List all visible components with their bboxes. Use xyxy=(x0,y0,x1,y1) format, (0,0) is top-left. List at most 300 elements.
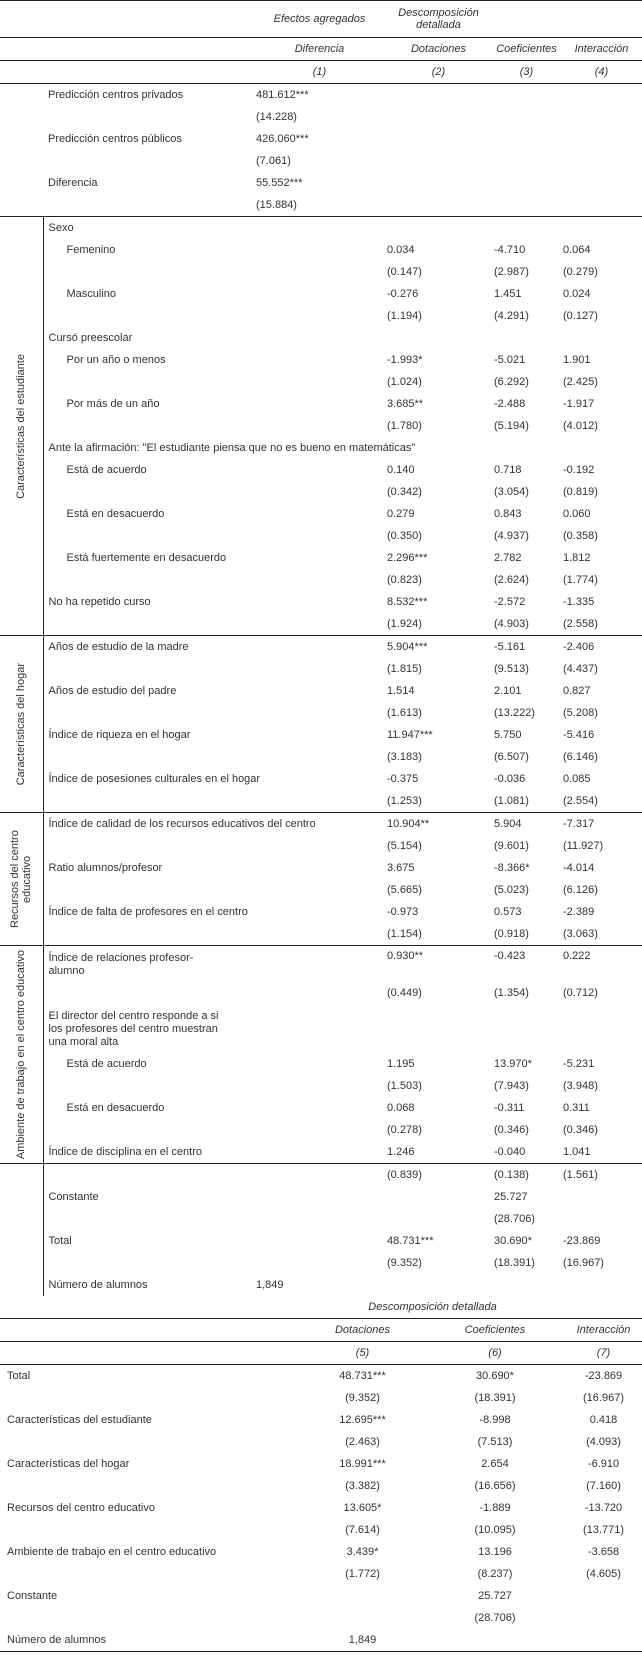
table-row xyxy=(0,1629,642,1652)
header-row-columns xyxy=(0,38,642,61)
cell-col-2 xyxy=(385,172,492,194)
cell-col-4 xyxy=(561,327,642,349)
cell-col-2: 11.947*** xyxy=(387,729,433,741)
cell-col-1 xyxy=(254,1252,385,1274)
cell-col-3: -2.572 xyxy=(494,596,526,608)
row-label xyxy=(43,746,254,768)
table-row-std-error xyxy=(0,1252,642,1274)
cell-col-2: 48.731*** xyxy=(387,1235,434,1247)
table-row-std-error xyxy=(0,1431,642,1453)
cell-col-3: 30.690* xyxy=(494,1235,532,1247)
row-label: Características del estudiante xyxy=(7,1414,152,1426)
cell-col-2: (1.613) xyxy=(387,707,422,719)
table-row-std-error xyxy=(0,481,642,503)
table-row-std-error xyxy=(0,106,642,128)
cell-col-4: (0.127) xyxy=(563,310,598,322)
cell-col-2: -0.276 xyxy=(387,288,419,300)
cell-col-3: -0.311 xyxy=(494,1102,525,1114)
cell-col-4 xyxy=(561,172,642,194)
row-label xyxy=(43,150,254,172)
cell-col-1 xyxy=(254,658,385,680)
cell-col-2: (1.924) xyxy=(387,618,422,630)
row-label: Total xyxy=(48,1235,72,1247)
table-row-std-error xyxy=(0,371,642,393)
cell-col-2: 1.514 xyxy=(387,685,415,697)
cell-col-2: 10.904** xyxy=(385,813,492,836)
cell-col-2: 3.685** xyxy=(387,398,424,410)
cell-col-3: -0.036 xyxy=(494,773,526,785)
cell-col-4: 0.311 xyxy=(563,1102,590,1114)
cell-col-3: (9.513) xyxy=(494,663,529,675)
row-label xyxy=(43,1252,254,1274)
cell-col-1 xyxy=(254,636,385,659)
cell-col-1 xyxy=(254,857,385,879)
row-label xyxy=(43,305,254,327)
cell-col-2: 0.140 xyxy=(387,464,415,476)
row-label: Está de acuerdo xyxy=(66,1058,147,1070)
cell-col-4: (3.063) xyxy=(563,928,598,940)
table-row-std-error xyxy=(0,569,642,591)
cell-col-2: (0.449) xyxy=(387,987,422,999)
cell-col-4 xyxy=(561,1208,642,1230)
row-label: Femenino xyxy=(66,244,116,256)
cell-col-6: -1.889 xyxy=(479,1502,511,1514)
row-group-label xyxy=(0,946,43,1164)
row-label xyxy=(43,982,254,1004)
cell-col-1 xyxy=(254,1186,385,1208)
row-label: Índice de falta de profesores en el centro xyxy=(48,906,248,918)
table-row xyxy=(0,1230,642,1252)
cell-col-4 xyxy=(561,217,642,240)
cell-col-5: 18.991*** xyxy=(339,1458,386,1470)
cell-col-2 xyxy=(385,1004,492,1053)
header-row-columns xyxy=(0,1319,642,1342)
table-row-std-error xyxy=(0,1075,642,1097)
table-row xyxy=(0,857,642,879)
cell-col-3: (6.507) xyxy=(494,751,529,763)
table-row xyxy=(0,1053,642,1075)
header-row-groups xyxy=(0,1,642,38)
cell-col-1: (7.061) xyxy=(256,155,291,167)
cell-col-1 xyxy=(254,283,385,305)
cell-col-1 xyxy=(254,1053,385,1075)
row-group-label xyxy=(0,217,43,636)
table-row xyxy=(0,724,642,746)
header-row-groups xyxy=(0,1296,642,1319)
cell-col-3 xyxy=(492,128,561,150)
cell-col-2 xyxy=(385,327,492,349)
cell-col-7: -3.658 xyxy=(587,1546,620,1558)
cell-col-2: -0.375 xyxy=(387,773,419,785)
cell-col-4: (0.346) xyxy=(563,1124,598,1136)
row-label xyxy=(43,481,254,503)
table-row-std-error xyxy=(0,613,642,636)
cell-col-3: (13.222) xyxy=(494,707,535,719)
cell-col-2 xyxy=(385,106,492,128)
table-row xyxy=(0,1541,642,1563)
table-row xyxy=(0,1186,642,1208)
row-label: Ratio alumnos/profesor xyxy=(48,862,163,874)
cell-col-4: -7.317 xyxy=(561,813,642,836)
row-label: Está fuertemente en desacuerdo xyxy=(66,552,227,564)
row-label: Constante xyxy=(7,1590,58,1602)
cell-col-5: (9.352) xyxy=(345,1392,380,1404)
table-row xyxy=(0,393,642,415)
table-row xyxy=(0,1141,642,1164)
cell-col-1 xyxy=(254,1141,385,1164)
table-row-std-error xyxy=(0,982,642,1004)
cell-col-2: (0.342) xyxy=(387,486,422,498)
cell-col-3: (28.706) xyxy=(494,1213,535,1225)
table-row xyxy=(0,84,642,107)
cell-col-7: (4.605) xyxy=(586,1568,621,1580)
row-label: Ante la afirmación: "El estudiante piensa que no es bueno en matemáticas" xyxy=(48,442,416,454)
cell-col-2 xyxy=(385,194,492,217)
table-row xyxy=(0,172,642,194)
cell-col-2: (0.350) xyxy=(387,530,422,542)
cell-col-2: (0.823) xyxy=(387,574,422,586)
cell-col-7: -23.869 xyxy=(584,1370,623,1382)
cell-col-4: (1.561) xyxy=(561,1164,642,1187)
cell-col-4 xyxy=(561,1004,642,1053)
row-label: Masculino xyxy=(66,288,117,300)
cell-col-5: 3.439* xyxy=(346,1546,379,1558)
cell-col-2: (3.183) xyxy=(387,751,422,763)
decomposition-table-summary xyxy=(0,1296,642,1652)
cell-col-2 xyxy=(385,1274,492,1296)
row-label: Total xyxy=(7,1370,31,1382)
cell-col-2: 1.246 xyxy=(387,1146,415,1158)
row-label: Por más de un año xyxy=(66,398,160,410)
cell-col-3: (0.918) xyxy=(494,928,529,940)
cell-col-4: (6.146) xyxy=(563,751,598,763)
cell-col-3: 5.904 xyxy=(492,813,561,836)
col-number-4: (4) xyxy=(561,61,642,84)
header-row-numbers xyxy=(0,1342,642,1365)
cell-col-2: 0.034 xyxy=(387,244,415,256)
cell-col-2: -1.993* xyxy=(387,354,423,366)
cell-col-2 xyxy=(385,1186,492,1208)
cell-col-3 xyxy=(492,106,561,128)
cell-col-2: 5.904*** xyxy=(385,636,492,659)
cell-col-5: (2.463) xyxy=(345,1436,380,1448)
cell-col-3: (5.023) xyxy=(494,884,529,896)
cell-col-2: 3.675 xyxy=(387,862,415,874)
cell-col-1 xyxy=(254,1119,385,1141)
cell-col-2: 0.279 xyxy=(387,508,415,520)
row-label: Está en desacuerdo xyxy=(66,1102,165,1114)
table-row xyxy=(0,1585,642,1607)
table-row xyxy=(0,283,642,305)
cell-col-4: 0.222 xyxy=(561,946,642,983)
row-label xyxy=(43,613,254,636)
cell-col-1 xyxy=(254,327,385,349)
row-label: Número de alumnos xyxy=(0,1629,300,1652)
cell-col-3: (1.081) xyxy=(494,795,529,807)
cell-col-1 xyxy=(254,746,385,768)
cell-col-3: (3.054) xyxy=(494,486,529,498)
row-label: Número de alumnos xyxy=(48,1279,148,1291)
row-label xyxy=(43,1164,254,1187)
table-row xyxy=(0,547,642,569)
row-label xyxy=(0,1387,300,1409)
cell-col-4 xyxy=(561,1186,642,1208)
cell-col-3: (5.194) xyxy=(494,420,529,432)
cell-col-3: (7.943) xyxy=(494,1080,529,1092)
cell-col-3: 25.727 xyxy=(494,1191,528,1203)
cell-col-4: (0.279) xyxy=(563,266,598,278)
row-label xyxy=(43,702,254,724)
cell-col-3: 0.718 xyxy=(494,464,522,476)
cell-col-3: -0.040 xyxy=(494,1146,526,1158)
cell-col-1 xyxy=(254,349,385,371)
row-label xyxy=(43,1208,254,1230)
cell-col-4 xyxy=(561,106,642,128)
row-label-text: Índice de relaciones profesor-alumno xyxy=(48,952,194,977)
cell-col-6: 13.196 xyxy=(478,1546,512,1558)
cell-col-2: 1.195 xyxy=(387,1058,415,1070)
cell-col-4: (0.358) xyxy=(563,530,598,542)
cell-col-2: 2.296*** xyxy=(387,552,428,564)
table-row-std-error xyxy=(0,1164,642,1187)
row-label: Características del hogar xyxy=(7,1458,130,1470)
col-header-diferencia: Diferencia xyxy=(254,38,385,61)
row-label: Por un año o menos xyxy=(66,354,166,366)
cell-col-4: -4.014 xyxy=(563,862,595,874)
cell-col-3: -4.710 xyxy=(494,244,526,256)
cell-col-1 xyxy=(254,371,385,393)
cell-col-4: 1.812 xyxy=(563,552,591,564)
table-row xyxy=(0,349,642,371)
table-row-std-error xyxy=(0,1119,642,1141)
cell-col-2: (1.815) xyxy=(387,663,422,675)
cell-col-3: -5.161 xyxy=(492,636,561,659)
cell-col-5: (1.772) xyxy=(345,1568,380,1580)
table-row xyxy=(0,813,642,836)
cell-col-4: -23.869 xyxy=(563,1235,601,1247)
cell-col-7: (4.093) xyxy=(586,1436,621,1448)
cell-col-5: 13.605* xyxy=(343,1502,382,1514)
cell-col-3: (0.138) xyxy=(492,1164,561,1187)
row-label xyxy=(43,923,254,946)
row-label: Años de estudio de la madre xyxy=(43,636,254,659)
cell-col-1 xyxy=(254,239,385,261)
cell-col-1 xyxy=(254,946,385,983)
cell-col-4 xyxy=(561,1274,642,1296)
cell-col-2: (0.278) xyxy=(387,1124,422,1136)
row-label xyxy=(43,1119,254,1141)
cell-col-6: (8.237) xyxy=(477,1568,513,1580)
cell-col-5: 12.695*** xyxy=(339,1414,386,1426)
cell-col-2: (1.503) xyxy=(387,1080,422,1092)
cell-col-1 xyxy=(254,901,385,923)
cell-col-4: -2.406 xyxy=(561,636,642,659)
table-row-std-error xyxy=(0,1519,642,1541)
table-row xyxy=(0,680,642,702)
cell-col-4: (4.437) xyxy=(563,663,598,675)
header-aggregate-effects: Efectos agregados xyxy=(254,1,385,38)
table-row xyxy=(0,1004,642,1053)
cell-col-3: (2.624) xyxy=(494,574,529,586)
row-label: Sexo xyxy=(43,217,254,240)
row-label xyxy=(43,261,254,283)
cell-col-6: (7.513) xyxy=(477,1436,513,1448)
row-label xyxy=(0,1519,300,1541)
col-number-3: (3) xyxy=(492,61,561,84)
cell-col-1 xyxy=(254,503,385,525)
cell-col-6: (10.095) xyxy=(474,1524,516,1536)
cell-col-1 xyxy=(254,982,385,1004)
cell-col-2 xyxy=(385,150,492,172)
table-row xyxy=(0,459,642,481)
cell-col-4: (11.927) xyxy=(563,840,604,852)
header-detailed-decomposition: Descomposición detallada xyxy=(300,1296,565,1319)
cell-col-2: (0.839) xyxy=(385,1164,492,1187)
cell-col-5: (7.614) xyxy=(345,1524,380,1536)
row-label xyxy=(43,946,254,983)
cell-col-4: (2.554) xyxy=(563,795,598,807)
cell-col-4: 1.041 xyxy=(563,1146,591,1158)
cell-col-3: 1.451 xyxy=(494,288,522,300)
row-label xyxy=(43,194,254,217)
row-label: Predicción centros públicos xyxy=(48,133,182,145)
table-row-std-error xyxy=(0,835,642,857)
cell-col-4: (0.819) xyxy=(563,486,598,498)
table-row-std-error xyxy=(0,1475,642,1497)
cell-col-1 xyxy=(254,481,385,503)
cell-col-1 xyxy=(254,879,385,901)
cell-col-6 xyxy=(425,1629,565,1652)
cell-col-5 xyxy=(300,1607,425,1629)
row-label xyxy=(43,1004,254,1053)
table-row xyxy=(0,503,642,525)
cell-col-2 xyxy=(385,84,492,107)
row-label xyxy=(43,658,254,680)
row-group-label xyxy=(0,813,43,946)
cell-col-3: 0.573 xyxy=(494,906,522,918)
cell-col-2 xyxy=(385,128,492,150)
cell-col-1 xyxy=(254,613,385,636)
cell-col-1: (14.228) xyxy=(256,111,297,123)
cell-col-5: 48.731*** xyxy=(339,1370,386,1382)
table-row-std-error xyxy=(0,923,642,946)
table-row-std-error xyxy=(0,1208,642,1230)
row-label: Cursó preescolar xyxy=(48,332,133,344)
row-label xyxy=(43,106,254,128)
cell-col-7 xyxy=(565,1629,642,1652)
cell-col-1 xyxy=(254,923,385,946)
col-header-coeficientes: Coeficientes xyxy=(492,38,561,61)
group-label-text: Características del estudiante xyxy=(15,353,28,499)
cell-col-3 xyxy=(492,194,561,217)
cell-col-1 xyxy=(254,724,385,746)
cell-col-1 xyxy=(254,569,385,591)
cell-col-4: (0.712) xyxy=(563,987,598,999)
table-row-std-error xyxy=(0,525,642,547)
table-row xyxy=(0,217,642,240)
table-row-std-error xyxy=(0,879,642,901)
table-row xyxy=(0,327,642,349)
cell-col-4: -1.335 xyxy=(563,596,595,608)
cell-col-3: (2.987) xyxy=(494,266,529,278)
table-row xyxy=(0,946,642,983)
col-header-interaccion: Interacción xyxy=(561,38,642,61)
row-label xyxy=(0,1475,300,1497)
cell-col-1 xyxy=(254,790,385,813)
table-row xyxy=(0,591,642,613)
cell-col-3: -5.021 xyxy=(494,354,526,366)
row-label xyxy=(43,790,254,813)
cell-col-3: (0.346) xyxy=(494,1124,529,1136)
group-label-text: Características del hogar xyxy=(15,662,28,786)
cell-col-2: (5.154) xyxy=(387,840,422,852)
row-label: Predicción centros privados xyxy=(48,89,184,101)
col-header-interaccion: Interacción xyxy=(565,1319,642,1342)
cell-col-2: (1.253) xyxy=(387,795,422,807)
cell-col-5: (3.382) xyxy=(345,1480,380,1492)
cell-col-1: 481.612*** xyxy=(256,89,309,101)
table-row-std-error xyxy=(0,194,642,217)
table-row-std-error xyxy=(0,305,642,327)
cell-col-4: (6.126) xyxy=(563,884,598,896)
row-label: Años de estudio del padre xyxy=(48,685,177,697)
cell-col-6: (18.391) xyxy=(474,1392,516,1404)
table-row-std-error xyxy=(0,1563,642,1585)
cell-col-1 xyxy=(254,525,385,547)
cell-col-6: 25.727 xyxy=(478,1590,512,1602)
cell-col-2: (1.194) xyxy=(387,310,422,322)
cell-col-1 xyxy=(254,1004,385,1053)
cell-col-3: 2.101 xyxy=(494,685,522,697)
table-row-std-error xyxy=(0,415,642,437)
cell-col-7: -6.910 xyxy=(587,1458,620,1470)
cell-col-1 xyxy=(254,261,385,283)
cell-col-4 xyxy=(561,128,642,150)
table-row-std-error xyxy=(0,1607,642,1629)
cell-col-4: -0.192 xyxy=(563,464,595,476)
row-label xyxy=(43,415,254,437)
cell-col-7: -13.720 xyxy=(584,1502,623,1514)
cell-col-4: 0.827 xyxy=(563,685,591,697)
row-label xyxy=(43,569,254,591)
cell-col-7: 0.418 xyxy=(589,1414,618,1426)
row-label: Está en desacuerdo xyxy=(66,508,165,520)
col-number-7: (7) xyxy=(565,1342,642,1365)
cell-col-1 xyxy=(254,217,385,240)
row-label xyxy=(0,1607,300,1629)
cell-col-2: (5.665) xyxy=(387,884,422,896)
cell-col-3 xyxy=(492,1274,561,1296)
cell-col-1 xyxy=(254,415,385,437)
table-row-std-error xyxy=(0,150,642,172)
table-row xyxy=(0,437,642,459)
cell-col-1 xyxy=(254,680,385,702)
cell-col-3 xyxy=(492,327,561,349)
cell-col-3 xyxy=(492,1004,561,1053)
cell-col-4: (4.012) xyxy=(563,420,598,432)
cell-col-3: -8.366* xyxy=(494,862,530,874)
cell-col-2: -0.973 xyxy=(387,906,419,918)
row-label: Constante xyxy=(48,1191,99,1203)
table-row xyxy=(0,768,642,790)
cell-col-1 xyxy=(254,393,385,415)
cell-col-1: (15.884) xyxy=(256,199,297,211)
cell-col-4: (2.558) xyxy=(563,618,598,630)
table-row-std-error xyxy=(0,658,642,680)
cell-col-2: (9.352) xyxy=(387,1257,422,1269)
cell-col-4: (1.774) xyxy=(563,574,598,586)
cell-col-4 xyxy=(561,194,642,217)
